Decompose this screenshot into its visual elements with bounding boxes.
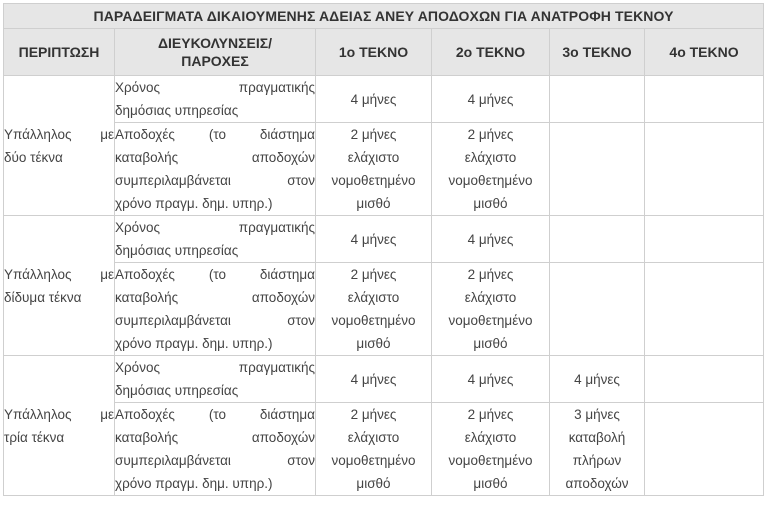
child-1-value bbox=[316, 216, 432, 263]
header-child-2: 2ο ΤΕΚΝΟ bbox=[432, 29, 550, 76]
child-3-value bbox=[550, 403, 645, 496]
table-row bbox=[4, 216, 764, 263]
child-4-value bbox=[645, 123, 764, 216]
child-4-value bbox=[645, 356, 764, 403]
case-line: τρία τέκνα bbox=[4, 429, 65, 445]
child-1-value bbox=[316, 123, 432, 216]
value-line: 3 μήνες bbox=[574, 407, 620, 422]
value-line: 4 μήνες bbox=[350, 91, 397, 107]
table-row bbox=[4, 403, 764, 496]
child-1-value bbox=[316, 403, 432, 496]
header-benefits bbox=[115, 29, 316, 76]
description-line: Αποδοχές (το διάστημα bbox=[115, 267, 315, 282]
value-line: 2 μήνες bbox=[467, 267, 514, 282]
case-line: Υπάλληλος με bbox=[4, 126, 114, 142]
table-row bbox=[4, 263, 764, 356]
description-line: Χρόνος πραγματικής bbox=[115, 220, 315, 235]
child-2-value bbox=[432, 356, 550, 403]
header-case: ΠΕΡΙΠΤΩΣΗ bbox=[4, 29, 115, 76]
child-3-value bbox=[550, 123, 645, 216]
value-line: 4 μήνες bbox=[350, 371, 397, 387]
value-line: καταβολή bbox=[568, 430, 626, 445]
value-line: 2 μήνες bbox=[467, 407, 514, 422]
child-4-value bbox=[645, 76, 764, 123]
value-line: ελάχιστο bbox=[347, 430, 400, 445]
value-line: 4 μήνες bbox=[467, 91, 514, 107]
child-4-value bbox=[645, 216, 764, 263]
table-row bbox=[4, 123, 764, 216]
description-line: χρόνο πραγμ. δημ. υπηρ.) bbox=[115, 196, 273, 211]
value-line: 2 μήνες bbox=[350, 407, 397, 422]
header-child-4: 4ο ΤΕΚΝΟ bbox=[645, 29, 764, 76]
case-line: δύο τέκνα bbox=[4, 149, 63, 165]
value-line: μισθό bbox=[473, 476, 508, 491]
description-line: Χρόνος πραγματικής bbox=[115, 80, 315, 95]
header-benefits-line2: ΠΑΡΟΧΕΣ bbox=[181, 53, 249, 69]
benefit-description bbox=[115, 123, 316, 216]
description-line: δημόσιας υπηρεσίας bbox=[115, 103, 239, 118]
description-line: συμπεριλαμβάνεται στον bbox=[115, 313, 315, 328]
table-row bbox=[4, 76, 764, 123]
child-2-value bbox=[432, 263, 550, 356]
case-line: δίδυμα τέκνα bbox=[4, 289, 82, 305]
description-line: δημόσιας υπηρεσίας bbox=[115, 243, 239, 258]
value-line: μισθό bbox=[356, 476, 391, 491]
benefit-description bbox=[115, 76, 316, 123]
child-2-value bbox=[432, 403, 550, 496]
benefit-description bbox=[115, 263, 316, 356]
benefit-description bbox=[115, 356, 316, 403]
description-line: καταβολής αποδοχών bbox=[115, 150, 315, 165]
header-child-1: 1ο ΤΕΚΝΟ bbox=[316, 29, 432, 76]
value-line: μισθό bbox=[356, 196, 391, 211]
child-3-value bbox=[550, 356, 645, 403]
description-line: χρόνο πραγμ. δημ. υπηρ.) bbox=[115, 336, 273, 351]
value-line: 2 μήνες bbox=[350, 267, 397, 282]
header-child-3: 3ο ΤΕΚΝΟ bbox=[550, 29, 645, 76]
description-line: καταβολής αποδοχών bbox=[115, 430, 315, 445]
description-line: συμπεριλαμβάνεται στον bbox=[115, 453, 315, 468]
child-1-value bbox=[316, 76, 432, 123]
value-line: νομοθετημένο bbox=[331, 453, 416, 468]
child-3-value bbox=[550, 216, 645, 263]
child-1-value bbox=[316, 263, 432, 356]
leave-examples-table bbox=[3, 3, 764, 496]
value-line: μισθό bbox=[473, 336, 508, 351]
value-line: ελάχιστο bbox=[347, 290, 400, 305]
description-line: Αποδοχές (το διάστημα bbox=[115, 407, 315, 422]
value-line: αποδοχών bbox=[565, 476, 629, 491]
value-line: 4 μήνες bbox=[350, 231, 397, 247]
child-2-value bbox=[432, 76, 550, 123]
benefit-description bbox=[115, 403, 316, 496]
value-line: ελάχιστο bbox=[464, 150, 517, 165]
child-3-value bbox=[550, 76, 645, 123]
value-line: 2 μήνες bbox=[467, 127, 514, 142]
value-line: μισθό bbox=[473, 196, 508, 211]
case-cell bbox=[4, 356, 115, 496]
description-line: καταβολής αποδοχών bbox=[115, 290, 315, 305]
value-line: ελάχιστο bbox=[347, 150, 400, 165]
value-line: 4 μήνες bbox=[467, 371, 514, 387]
value-line: νομοθετημένο bbox=[448, 453, 533, 468]
case-line: Υπάλληλος με bbox=[4, 406, 114, 422]
value-line: νομοθετημένο bbox=[448, 173, 533, 188]
benefit-description bbox=[115, 216, 316, 263]
child-2-value bbox=[432, 123, 550, 216]
case-cell bbox=[4, 76, 115, 216]
table-title: ΠΑΡΑΔΕΙΓΜΑΤΑ ΔΙΚΑΙΟΥΜΕΝΗΣ ΑΔΕΙΑΣ ΑΝΕΥ ΑΠΟΔΟΧΩΝ ΓΙΑ ΑΝΑΤΡΟΦΗ ΤΕΚΝΟΥ bbox=[4, 4, 764, 29]
value-line: μισθό bbox=[356, 336, 391, 351]
case-line: Υπάλληλος με bbox=[4, 266, 114, 282]
table-row bbox=[4, 356, 764, 403]
child-3-value bbox=[550, 263, 645, 356]
value-line: πλήρων bbox=[572, 453, 622, 468]
description-line: χρόνο πραγμ. δημ. υπηρ.) bbox=[115, 476, 273, 491]
case-cell bbox=[4, 216, 115, 356]
description-line: συμπεριλαμβάνεται στον bbox=[115, 173, 315, 188]
value-line: 4 μήνες bbox=[467, 231, 514, 247]
header-benefits-line1: ΔΙΕΥΚΟΛΥΝΣΕΙΣ/ bbox=[157, 35, 273, 51]
description-line: δημόσιας υπηρεσίας bbox=[115, 383, 239, 398]
value-line: 4 μήνες bbox=[574, 371, 620, 387]
description-line: Χρόνος πραγματικής bbox=[115, 360, 315, 375]
child-2-value bbox=[432, 216, 550, 263]
value-line: νομοθετημένο bbox=[331, 313, 416, 328]
value-line: 2 μήνες bbox=[350, 127, 397, 142]
child-1-value bbox=[316, 356, 432, 403]
description-line: Αποδοχές (το διάστημα bbox=[115, 127, 315, 142]
value-line: νομοθετημένο bbox=[448, 313, 533, 328]
value-line: ελάχιστο bbox=[464, 430, 517, 445]
value-line: ελάχιστο bbox=[464, 290, 517, 305]
child-4-value bbox=[645, 403, 764, 496]
child-4-value bbox=[645, 263, 764, 356]
value-line: νομοθετημένο bbox=[331, 173, 416, 188]
